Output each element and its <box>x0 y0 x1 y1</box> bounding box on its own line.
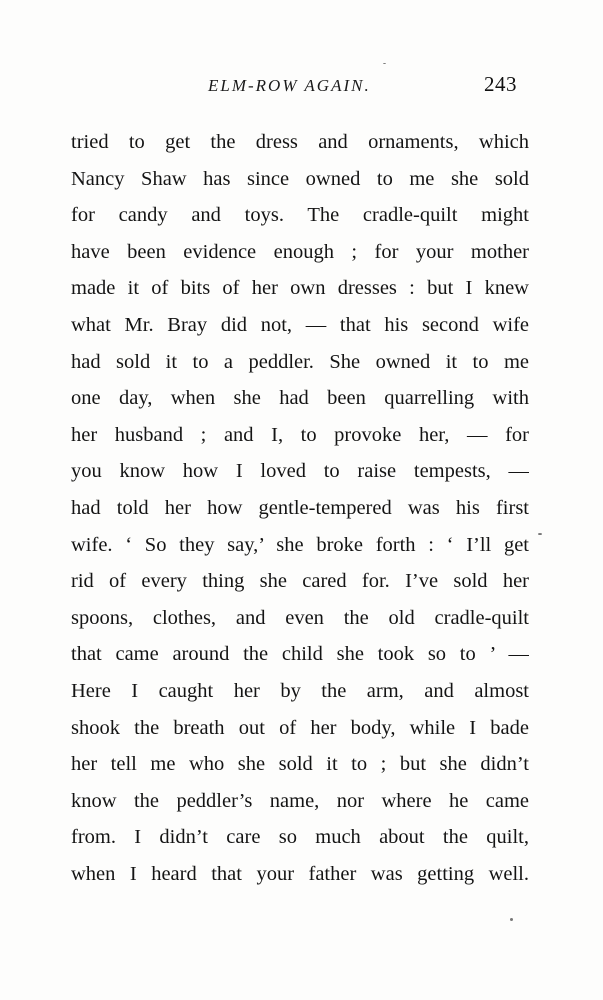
text-line: had told her how gentle-tempered was his first <box>71 496 529 519</box>
text-line: for candy and toys. The cradle-quilt might <box>71 204 529 227</box>
running-title: ELM-ROW AGAIN. <box>208 76 371 95</box>
text-line: spoons, clothes, and even the old cradle-quilt <box>71 606 529 629</box>
body-text <box>71 124 529 892</box>
paper-speck <box>383 63 386 64</box>
text-line: from. I didn’t care so much about the quilt, <box>71 826 529 849</box>
text-line: made it of bits of her own dresses : but I knew <box>71 277 529 300</box>
text-line: her husband ; and I, to provoke her, — for <box>71 423 529 446</box>
text-line: that came around the child she took so to ’ — <box>71 643 529 666</box>
text-line: one day, when she had been quarrelling with <box>71 387 529 410</box>
text-line: rid of every thing she cared for. I’ve sold her <box>71 570 529 593</box>
paper-speck <box>538 533 542 535</box>
page-number: 243 <box>484 72 517 96</box>
text-line: wife. ‘ So they say,’ she broke forth : ‘ I’ll get <box>71 533 529 556</box>
paper-speck <box>510 918 513 921</box>
text-line: know the peddler’s name, nor where he came <box>71 789 529 812</box>
text-line: when I heard that your father was getting well. <box>71 862 529 885</box>
text-line: her tell me who she sold it to ; but she didn’t <box>71 753 529 776</box>
text-line: shook the breath out of her body, while I bade <box>71 716 529 739</box>
text-line: had sold it to a peddler. She owned it to me <box>71 350 529 373</box>
running-head <box>0 72 603 102</box>
text-line: Here I caught her by the arm, and almost <box>71 679 529 702</box>
text-line: tried to get the dress and ornaments, which <box>71 131 529 153</box>
text-line: Nancy Shaw has since owned to me she sold <box>71 167 529 190</box>
text-line: you know how I loved to raise tempests, — <box>71 460 529 483</box>
text-line: what Mr. Bray did not, — that his second wife <box>71 313 529 336</box>
text-line: have been evidence enough ; for your mother <box>71 240 529 263</box>
